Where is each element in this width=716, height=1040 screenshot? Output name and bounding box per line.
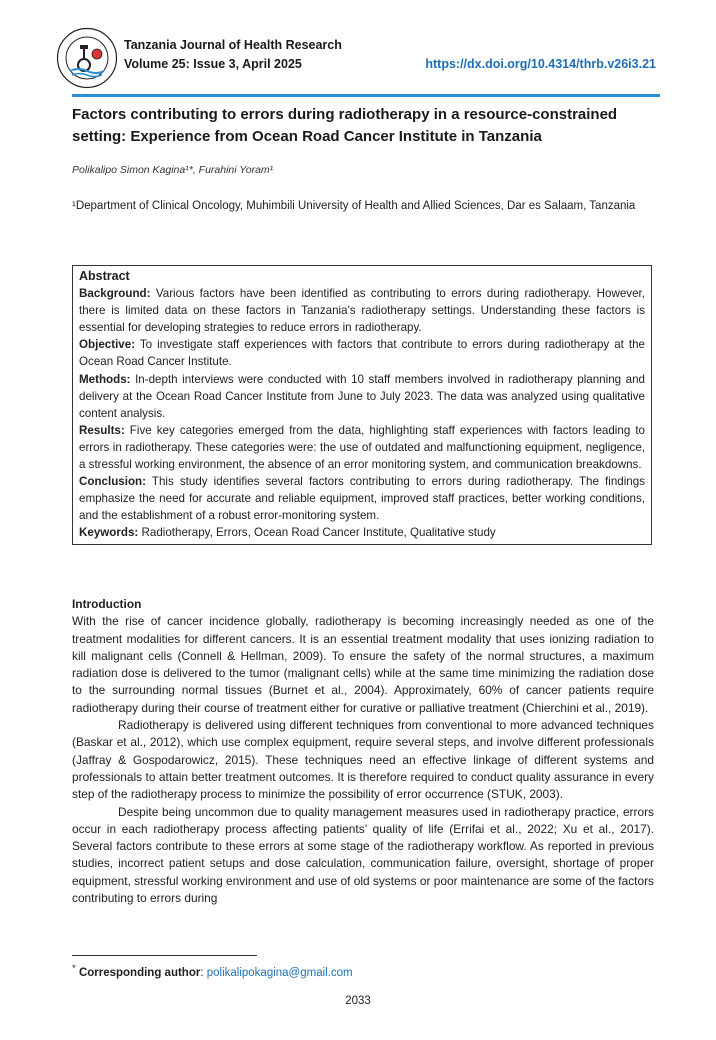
conclusion-label: Conclusion:: [79, 475, 146, 489]
intro-paragraph-2: Radiotherapy is delivered using different techniques from conventional to more advanced techniques (Baskar et al., 2012), which use complex equipment, require several steps, and involve different professionals (Jaffray & Gospodarowicz, 2015). These techniques need an effective linkage of different systems and professionals to attain better treatment outcomes. It is therefore required to conduct quality assurance in every step of the radiotherapy process to minimize the possibility of error occurrence (STUK, 2003).: [72, 718, 654, 802]
header-divider: [72, 94, 660, 97]
article-title: Factors contributing to errors during radiotherapy in a resource-constrained setting: Experience from Ocean Road Cancer Institute in Tanzania: [72, 106, 618, 145]
footnote-marker: *: [72, 963, 76, 974]
methods-label: Methods:: [79, 372, 131, 386]
corresponding-author-footnote: [72, 963, 353, 979]
results-text: Five key categories emerged from the data, highlighting staff experiences with factors leading to errors in radiotherapy. These categories were: the use of outdated and malfunctioning equipment, negligence, a stressful working environment, the absence of an error monitoring system, and communication breakdowns.: [79, 423, 645, 472]
keywords-text: Radiotherapy, Errors, Ocean Road Cancer Institute, Qualitative study: [138, 526, 496, 540]
author-list: Polikalipo Simon Kagina¹*, Furahini Yoram¹: [72, 164, 274, 176]
background-text: Various factors have been identified as contributing to errors during radiotherapy. However, there is limited data on these factors in Tanzania's radiotherapy settings. Understanding these factors is essential for developing strategies to reduce errors in radiotherapy.: [79, 287, 645, 335]
abstract-background: [79, 285, 645, 336]
introduction-section: [72, 596, 654, 907]
journal-seal-logo-icon: [56, 27, 118, 89]
abstract-heading: Abstract: [79, 269, 130, 283]
footnote-colon: :: [200, 966, 207, 979]
abstract-methods: [79, 371, 645, 422]
methods-text: In-depth interviews were conducted with 10 staff members involved in radiotherapy planning and delivery at the Ocean Road Cancer Institute from June to July 2023. The data was analyzed using qualitative content analysis.: [79, 372, 645, 420]
journal-name: Tanzania Journal of Health Research: [124, 38, 342, 52]
objective-text: To investigate staff experiences with factors that contribute to errors during radiotherapy at the Ocean Road Cancer Institute.: [79, 338, 645, 369]
page-number: 2033: [345, 995, 371, 1007]
intro-paragraph-3: Despite being uncommon due to quality management measures used in radiotherapy practice, errors occur in each radiotherapy process affecting patients’ quality of life (Errifai et al., 2022; Xu et al., 2017). Several factors contribute to these errors at some stage of the radiotherapy workflow. As reported in previous studies, incorrect patient setups and dose calculation, communication failure, oversight, shortage of proper equipment, stressful working environment and use of old systems or poor maintenance are some of the factors contributing to errors during: [72, 804, 654, 906]
doi-link[interactable]: https://dx.doi.org/10.4314/thrb.v26i3.21: [425, 57, 656, 71]
conclusion-text: This study identifies several factors contributing to errors during radiotherapy. The findings emphasize the need for accurate and reliable equipment, improved staff practices, better working conditions, and the establishment of a robust error-monitoring system.: [79, 475, 645, 523]
abstract-conclusion: [79, 473, 645, 524]
footnote-label: Corresponding author: [78, 966, 201, 979]
background-label: Background:: [79, 287, 151, 301]
footnote-divider: [72, 955, 257, 956]
abstract-results: [79, 422, 645, 473]
abstract-keywords: [79, 524, 645, 541]
results-label: Results:: [79, 423, 125, 437]
volume-issue: Volume 25: Issue 3, April 2025: [124, 57, 302, 71]
intro-paragraph-1: With the rise of cancer incidence globally, radiotherapy is becoming increasingly needed as one of the treatment modalities for different cancers. It is an essential treatment modality that uses ionizing radiation to kill malignant cells (Connell & Hellman, 2009). To ensure the safety of the normal structures, a maximum radiation dose is delivered to the tumor (malignant cells) while at the same time minimizing the radiation dose to the surrounding normal tissues (Burnet et al., 2004). Approximately, 60% of cancer patients require radiotherapy during their course of treatment either for curative or palliative treatment (Chierchini et al., 2019).: [72, 614, 654, 715]
introduction-heading: Introduction: [72, 597, 142, 611]
abstract-objective: [79, 336, 645, 370]
keywords-label: Keywords:: [79, 526, 139, 540]
author-email-link[interactable]: polikalipokagina@gmail.com: [206, 966, 353, 979]
objective-label: Objective:: [79, 338, 136, 352]
author-affiliation: ¹Department of Clinical Oncology, Muhimbili University of Health and Allied Sciences, Dar es Salaam, Tanzania: [72, 200, 636, 212]
abstract-box: [72, 265, 652, 545]
